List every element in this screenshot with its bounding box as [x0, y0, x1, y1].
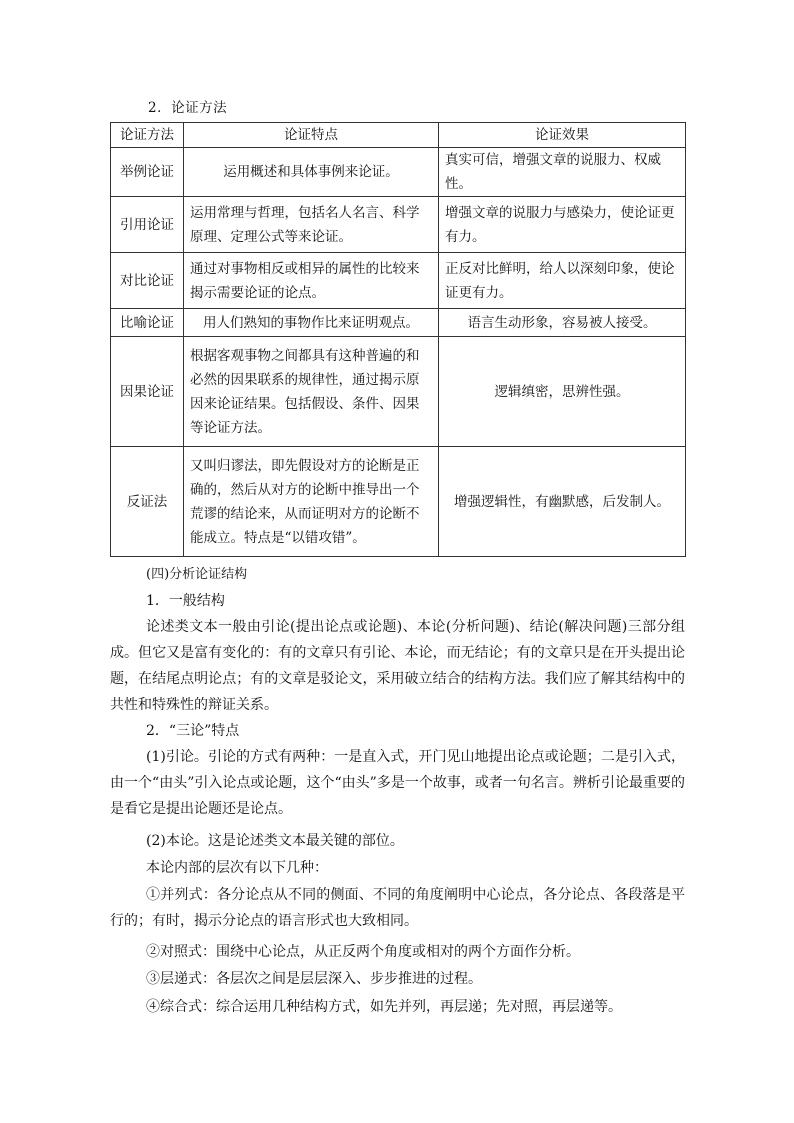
effect-cell: 增强文章的说服力与感染力，使论证更有力。: [439, 197, 686, 253]
header-feature: 论证特点: [184, 123, 439, 148]
header-effect: 论证效果: [439, 123, 686, 148]
part4-title: (四)分析论证结构: [146, 567, 248, 582]
argument-methods-table: [110, 122, 686, 557]
feature-cell: 运用概述和具体事例来论证。: [184, 148, 439, 197]
paragraph-main-body: (2)本论。这是论述类文本最关键的部位。: [146, 833, 404, 849]
effect-cell: 增强逻辑性，有幽默感，后发制人。: [439, 447, 686, 557]
feature-cell: 运用常理与哲理，包括名人名言、科学原理、定理公式等来论证。: [184, 197, 439, 253]
effect-cell: 真实可信，增强文章的说服力、权威性。: [439, 148, 686, 197]
section-heading: 2．论证方法: [148, 100, 228, 116]
effect-cell: 语言生动形象，容易被人接受。: [439, 309, 686, 337]
feature-cell: 又叫归谬法，即先假设对方的论断是正确的，然后从对方的论断中推导出一个荒谬的结论来，从而证明对方的论断不能成立。特点是“以错攻错”。: [184, 447, 439, 557]
list-item-parallel: ①并列式：各分论点从不同的侧面、不同的角度阐明中心论点，各分论点、各段落是平行的；有时，揭示分论点的语言形式也大致相同。: [110, 887, 685, 929]
method-cell: 举例论证: [111, 148, 184, 197]
paragraph-introduction: (1)引论。引论的方式有两种：一是直入式，开门见山地提出论点或论题；二是引入式，由一个“由头”引入论点或论题，这个“由头”多是一个故事，或者一句名言。辨析引论最重要的是看它是提出论题还是论点。: [110, 749, 685, 817]
feature-cell: 用人们熟知的事物作比来证明观点。: [184, 309, 439, 337]
subheading-three-parts: 2．“三论”特点: [146, 723, 240, 739]
subheading-general-structure: 1．一般结构: [146, 593, 225, 609]
effect-cell: 正反对比鲜明，给人以深刻印象，使论证更有力。: [439, 253, 686, 309]
table-row: [111, 337, 686, 447]
method-cell: 对比论证: [111, 253, 184, 309]
method-cell: 因果论证: [111, 337, 184, 447]
table-row: [111, 309, 686, 337]
table-row: [111, 447, 686, 557]
header-method: 论证方法: [111, 123, 184, 148]
paragraph-levels-intro: 本论内部的层次有以下几种：: [146, 860, 328, 876]
table-row: [111, 253, 686, 309]
feature-cell: 通过对事物相反或相异的属性的比较来揭示需要论证的论点。: [184, 253, 439, 309]
method-cell: 反证法: [111, 447, 184, 557]
method-cell: 比喻论证: [111, 309, 184, 337]
list-item-contrast: ②对照式：围绕中心论点，从正反两个角度或相对的两个方面作分析。: [146, 944, 580, 960]
list-item-progressive: ③层递式：各层次之间是层层深入、步步推进的过程。: [146, 971, 482, 987]
effect-cell: 逻辑缜密，思辨性强。: [439, 337, 686, 447]
feature-cell: 根据客观事物之间都具有这种普遍的和必然的因果联系的规律性，通过揭示原因来论证结果。包括假设、条件、因果等论证方法。: [184, 337, 439, 447]
table-row: [111, 148, 686, 197]
paragraph-general-structure: 论述类文本一般由引论(提出论点或论题)、本论(分析问题)、结论(解决问题)三部分组成。但它又是富有变化的：有的文章只有引论、本论，而无结论；有的文章只是在开头提出论题，在结尾点明论点；有的文章是驳论文，采用破立结合的结构方法。我们应了解其结构中的共性和特殊性的辩证关系。: [110, 619, 685, 713]
list-item-comprehensive: ④综合式：综合运用几种结构方式，如先并列，再层递；先对照，再层递等。: [146, 999, 622, 1015]
table-row: [111, 197, 686, 253]
table-header-row: [111, 123, 686, 148]
method-cell: 引用论证: [111, 197, 184, 253]
